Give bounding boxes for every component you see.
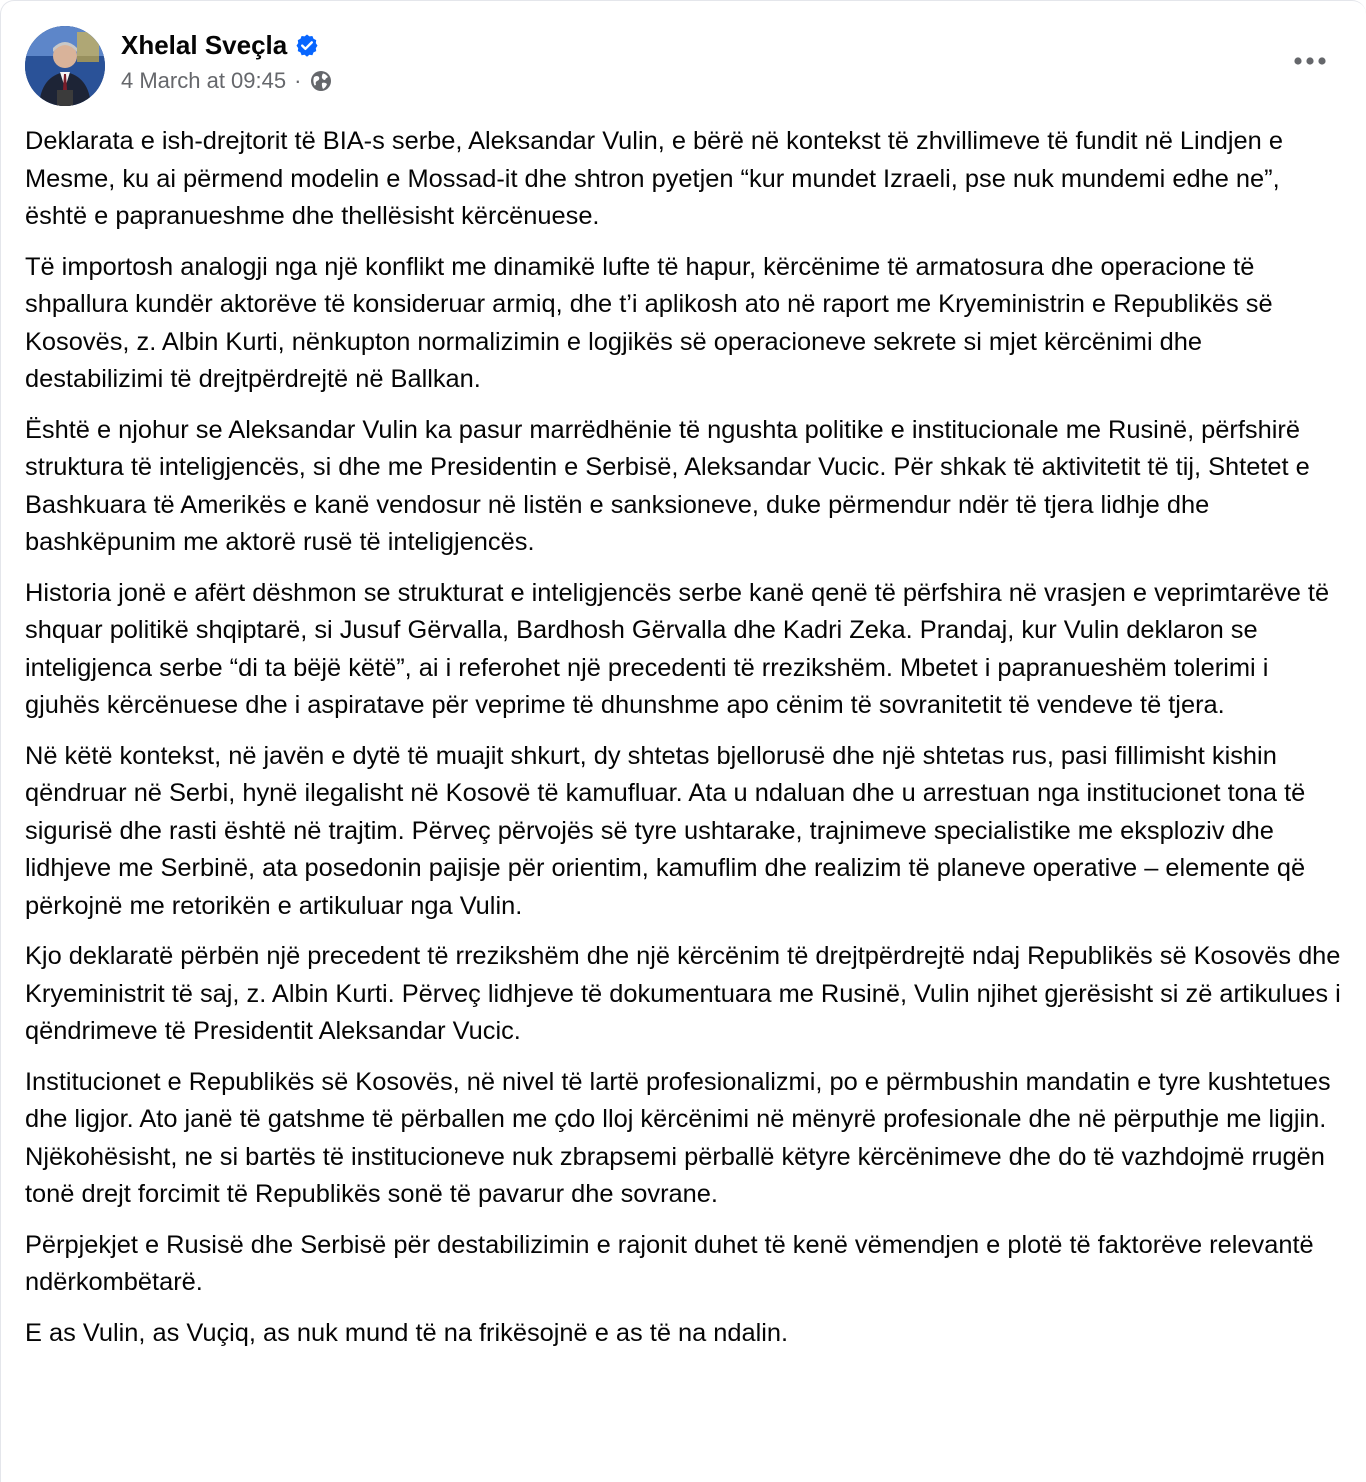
meta-separator: · [294, 68, 302, 93]
post-timestamp[interactable]: 4 March at 09:45 [121, 68, 287, 93]
author-name[interactable]: Xhelal Sveçla [121, 30, 288, 60]
post-paragraph: E as Vulin, as Vuçiq, as nuk mund të na frikësojnë e as të na ndalin. [25, 1318, 789, 1347]
avatar-image [25, 26, 105, 106]
post-paragraph: Institucionet e Republikës së Kosovës, në nivel të lartë profesionalizmi, po e përmbushin mandatin e tyre kushtetues dhe ligjor. Ato janë të gatshme të përballen me çdo lloj kërcënimi në mënyrë profesionale dhe në përputhje me ligjin. Njëkohësisht, ne si bartës të institucioneve nuk zbrapsemi përballë këtyre kërcënimeve dhe do të vazhdojmë rrugën tonë drejt forcimit të Republikës sonë të pavarur dhe sovrane. [25, 1067, 1331, 1208]
post-paragraph: Kjo deklaratë përbën një precedent të rrezikshëm dhe një kërcënim të drejtpërdrejtë ndaj Republikës së Kosovës dhe Kryeministrit të saj, z. Albin Kurti. Përveç lidhjeve të dokumentuara me Rusinë, Vulin njihet gjerësisht si zë artikulues i qëndrimeve të Presidentit Aleksandar Vucic. [25, 942, 1341, 1045]
avatar[interactable] [25, 26, 105, 106]
verified-badge-icon [295, 33, 319, 57]
post-body [25, 123, 1345, 1365]
post-paragraph: Në këtë kontekst, në javën e dytë të muajit shkurt, dy shtetas bjellorusë dhe një shtetas rus, pasi fillimisht kishin qëndruar në Serbi, hynë ilegalisht në Kosovë të kamufluar. Ata u ndaluan dhe u arrestuan nga institucionet tona të sigurisë dhe rasti është në trajtim. Përveç përvojës së tyre ushtarake, trajnimeve specialistike me eksploziv dhe lidhjeve me Serbinë, ata posedonin pajisje për orientim, kamuflim dhe realizim të planeve operative – elemente që përkojnë me retorikën e artikuluar nga Vulin. [25, 741, 1306, 920]
post-paragraph: Historia jonë e afërt dëshmon se strukturat e inteligjencës serbe kanë qenë të përfshira në vrasjen e veprimtarëve të shquar politikë shqiptarë, si Jusuf Gërvalla, Bardhosh Gërvalla dhe Kadri Zeka. Prandaj, kur Vulin deklaron se inteligjenca serbe “di ta bëjë këtë”, ai i referohet një precedenti të rrezikshëm. Mbetet i papranueshëm tolerimi i gjuhës kërcënuese dhe i aspiratave për veprime të dhunshme apo cënim të sovranitetit të vendeve të tjera. [25, 578, 1330, 719]
post-header [25, 25, 1342, 107]
more-options-icon [1292, 56, 1328, 66]
post-paragraph: Të importosh analogji nga një konflikt me dinamikë lufte të hapur, kërcënime të armatosura dhe operacione të shpallura kundër aktorëve të konsideruar armiq, dhe t’i aplikosh ato në raport me Kryeministrin e Republikës së Kosovës, z. Albin Kurti, nënkupton normalizimin e logjikës së operacioneve sekrete si mjet kërcënimi dhe destabilizimi të drejtpërdrejtë në Ballkan. [25, 252, 1273, 393]
globe-icon[interactable] [309, 69, 333, 93]
post-meta [121, 67, 333, 95]
post-paragraph: Është e njohur se Aleksandar Vulin ka pasur marrëdhënie të ngushta politike e institucionale me Rusinë, përfshirë struktura të inteligjencës, si dhe me Presidentin e Serbisë, Aleksandar Vucic. Për shkak të aktivitetit të tij, Shtetet e Bashkuara të Amerikës e kanë vendosur në listën e sanksioneve, duke përmendur ndër të tjera lidhje dhe bashkëpunim me aktorë rusë të inteligjencës. [25, 415, 1310, 556]
post-paragraph: Deklarata e ish-drejtorit të BIA-s serbe, Aleksandar Vulin, e bërë në kontekst të zhvillimeve të fundit në Lindjen e Mesme, ku ai përmend modelin e Mossad-it dhe shtron pyetjen “kur mundet Izraeli, pse nuk mundemi edhe ne”, është e papranueshme dhe thellësisht kërcënuese. [25, 127, 1283, 230]
author-row [121, 29, 319, 61]
more-options-button[interactable] [1286, 43, 1334, 79]
post-paragraph: Përpjekjet e Rusisë dhe Serbisë për destabilizimin e rajonit duhet të kenë vëmendjen e plotë të faktorëve relevantë ndërkombëtarë. [25, 1230, 1314, 1296]
